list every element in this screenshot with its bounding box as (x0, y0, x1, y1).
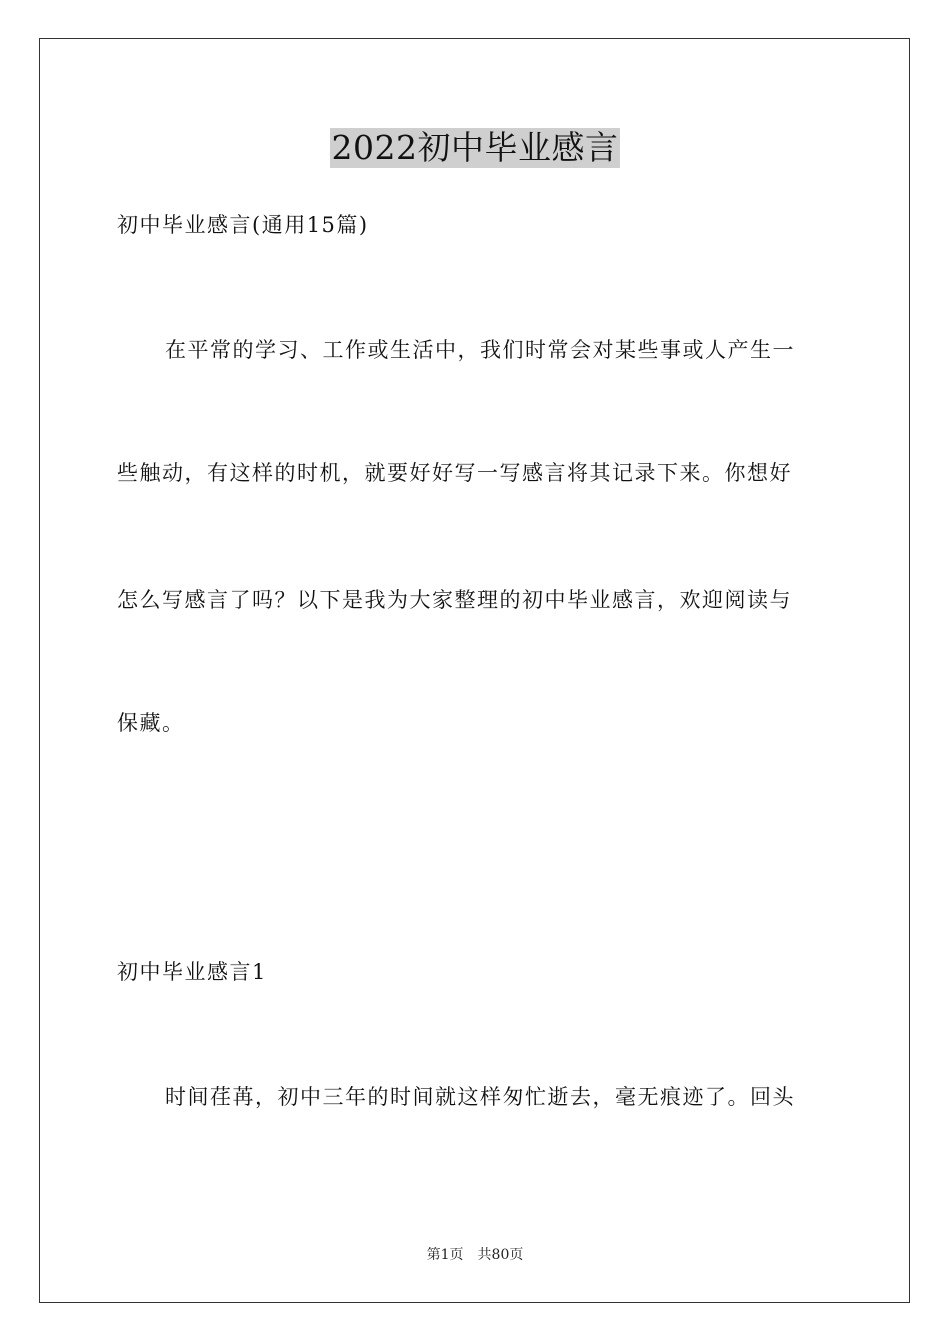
intro-line-4: 保藏。 (117, 711, 185, 735)
page-number: 第1页 (426, 1247, 464, 1263)
page-total: 共80页 (477, 1247, 524, 1263)
intro-line-2: 些触动，有这样的时机，就要好好写一写感言将其记录下来。你想好 (117, 461, 792, 485)
page-footer (0, 1246, 950, 1264)
document-subtitle: 初中毕业感言(通用15篇) (117, 213, 369, 237)
title-container (0, 128, 950, 168)
intro-line-3: 怎么写感言了吗？以下是我为大家整理的初中毕业感言，欢迎阅读与 (117, 588, 792, 612)
intro-line-1: 在平常的学习、工作或生活中，我们时常会对某些事或人产生一 (165, 338, 795, 362)
document-title: 2022初中毕业感言 (331, 128, 619, 167)
section-first-line: 时间荏苒，初中三年的时间就这样匆忙逝去，毫无痕迹了。回头 (165, 1085, 795, 1109)
section-heading: 初中毕业感言1 (117, 960, 267, 984)
